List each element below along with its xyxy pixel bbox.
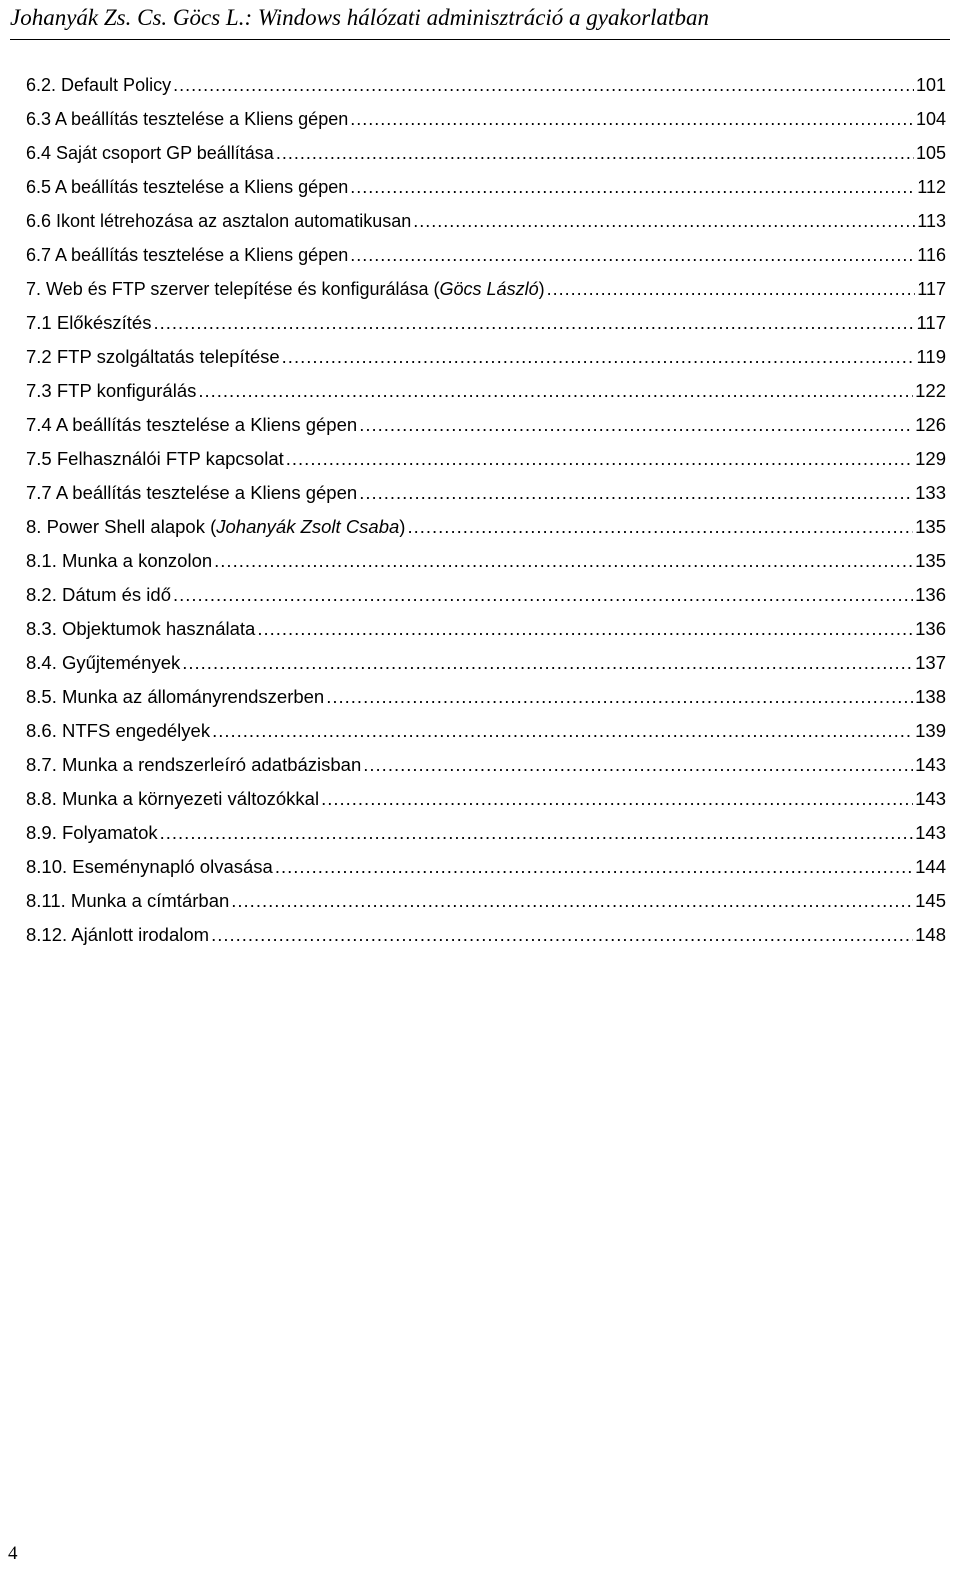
toc-entry-title-text: 7.4 A beállítás tesztelése a Kliens gépen [26,414,358,435]
toc-entry-title [26,476,357,510]
toc-entry-title-text: 8.4. Gyűjtemények [26,652,181,673]
toc-entry-page: 148 [915,924,946,945]
toc-entry[interactable] [26,510,946,544]
toc-entry-title [26,850,273,884]
toc-entry-title [26,340,280,374]
toc-entry[interactable] [26,714,946,748]
toc-entry-page: 139 [915,720,946,741]
toc-entry[interactable] [26,272,946,306]
toc-entry-title-text: 8.11. Munka a címtárban [26,890,230,911]
toc-entry-title-text: 7.2 FTP szolgáltatás telepítése [26,346,280,367]
toc-entry-title [26,510,405,544]
toc-entry[interactable] [26,68,946,102]
dot-leader [211,918,913,952]
toc-entry-page: 117 [916,312,946,333]
toc-entry[interactable] [26,442,946,476]
toc-entry-title [26,408,357,442]
running-header: Johanyák Zs. Cs. Göcs L.: Windows hálózati adminisztráció a gyakorlatban [10,5,709,30]
toc-entry-title-text: 7.5 Felhasználói FTP kapcsolat [26,448,284,469]
toc-entry-page: 135 [915,516,946,537]
toc-entry-title [26,136,274,170]
toc-entry-title-text: 7. Web és FTP szerver telepítése és konfigurálása ( [26,279,440,299]
toc-entry-title [26,442,284,476]
toc-entry-title-text: 8.10. Eseménynapló olvasása [26,856,273,877]
toc-entry-title-text: 7.3 FTP konfigurálás [26,380,197,401]
toc-entry-page: 135 [915,550,946,571]
dot-leader [214,544,913,578]
toc-entry-title-text: 8.5. Munka az állományrendszerben [26,686,325,707]
toc-entry[interactable] [26,170,946,204]
dot-leader [160,816,914,850]
toc-entry-page: 122 [915,380,946,401]
toc-entry[interactable] [26,102,946,136]
toc-entry[interactable] [26,612,946,646]
toc-entry[interactable] [26,306,946,340]
dot-leader [286,442,913,476]
toc-entry-title-text: 8.8. Munka a környezeti változókkal [26,788,320,809]
toc-entry[interactable] [26,850,946,884]
toc-entry-title [26,374,196,408]
dot-leader [326,680,913,714]
toc-entry-page: 105 [915,143,946,163]
toc-entry-title [26,68,171,102]
toc-entry-title-text: 8.1. Munka a konzolon [26,550,213,571]
toc-entry[interactable] [26,646,946,680]
toc-entry-page: 143 [915,822,946,843]
toc-entry-author: Johanyák Zsolt Csaba [216,516,400,537]
toc-entry[interactable] [26,476,946,510]
toc-entry-title-text: 6.5 A beállítás tesztelése a Kliens gépen [26,177,349,197]
toc-entry-title [26,238,348,272]
toc-entry-page: 113 [917,211,946,231]
toc-entry-title-text: 6.7 A beállítás tesztelése a Kliens gépen [26,245,349,265]
toc-entry-title [26,748,361,782]
toc-entry-title [26,680,324,714]
toc-entry-title [26,306,151,340]
toc-entry[interactable] [26,884,946,918]
toc-entry-page: 138 [915,686,946,707]
toc-entry-page: 101 [915,75,946,95]
toc-entry-author: Göcs László [439,279,539,299]
toc-entry-title [26,272,545,306]
toc-entry-title-text: 8.7. Munka a rendszerleíró adatbázisban [26,754,362,775]
toc-entry-title-text: 6.2. Default Policy [26,75,172,95]
dot-leader [212,714,913,748]
dot-leader [276,136,914,170]
dot-leader [257,612,913,646]
toc-entry[interactable] [26,204,946,238]
dot-leader [407,510,913,544]
toc-entry[interactable] [26,374,946,408]
toc-entry[interactable] [26,918,946,952]
toc-entry-title [26,170,348,204]
toc-entry-title [26,544,212,578]
dot-leader [275,850,913,884]
toc-entry-title [26,646,180,680]
toc-entry-title-text: 8.9. Folyamatok [26,822,158,843]
dot-leader [350,102,914,136]
toc-entry[interactable] [26,238,946,272]
toc-entry[interactable] [26,748,946,782]
dot-leader [359,476,913,510]
toc-entry[interactable] [26,544,946,578]
table-of-contents [26,68,946,952]
toc-entry-page: 145 [915,890,946,911]
toc-entry[interactable] [26,816,946,850]
toc-entry[interactable] [26,578,946,612]
dot-leader [153,306,914,340]
toc-entry-title-text: 8.3. Objektumok használata [26,618,256,639]
toc-entry-page: 112 [917,177,946,197]
dot-leader [173,68,914,102]
toc-entry-title-text: 7.7 A beállítás tesztelése a Kliens gépen [26,482,358,503]
toc-entry-page: 104 [915,109,946,129]
toc-entry-title-text: 8.12. Ajánlott irodalom [26,924,210,945]
toc-entry[interactable] [26,680,946,714]
toc-entry-title [26,578,171,612]
dot-leader [413,204,915,238]
dot-leader [350,170,915,204]
dot-leader [173,578,913,612]
toc-entry-title-text: 7.1 Előkészítés [26,312,152,333]
toc-entry-title-suffix: ) [399,516,406,537]
toc-entry-title [26,782,319,816]
toc-entry-page: 137 [915,652,946,673]
toc-entry-title [26,884,229,918]
toc-entry-title-text: 8. Power Shell alapok ( [26,516,217,537]
toc-entry-page: 136 [915,618,946,639]
page-number: 4 [8,1543,18,1564]
dot-leader [359,408,913,442]
toc-entry-title-text: 8.6. NTFS engedélyek [26,720,211,741]
header-rule [10,39,950,40]
toc-entry-page: 129 [915,448,946,469]
toc-entry[interactable] [26,136,946,170]
toc-entry[interactable] [26,408,946,442]
toc-entry-title [26,918,209,952]
toc-entry-page: 136 [915,584,946,605]
toc-entry-title [26,204,411,238]
dot-leader [182,646,913,680]
toc-entry-page: 133 [915,482,946,503]
toc-entry-title [26,816,158,850]
toc-entry-title [26,612,255,646]
toc-entry-title-text: 6.4 Saját csoport GP beállítása [26,143,274,163]
dot-leader [363,748,913,782]
toc-entry-page: 116 [917,245,946,265]
toc-entry-title [26,714,210,748]
toc-entry-page: 126 [915,414,946,435]
toc-entry-title-suffix: ) [538,279,545,299]
dot-leader [321,782,913,816]
dot-leader [547,272,916,306]
toc-entry-title-text: 6.6 Ikont létrehozása az asztalon automatikusan [26,211,412,231]
toc-entry-page: 119 [916,346,946,367]
toc-entry-title-text: 8.2. Dátum és idő [26,584,171,605]
toc-entry-page: 143 [915,754,946,775]
dot-leader [282,340,915,374]
toc-entry-page: 144 [915,856,946,877]
dot-leader [350,238,915,272]
toc-entry[interactable] [26,782,946,816]
dot-leader [198,374,913,408]
toc-entry-page: 143 [915,788,946,809]
toc-entry-title-text: 6.3 A beállítás tesztelése a Kliens gépen [26,109,349,129]
toc-entry-page: 117 [917,279,946,299]
toc-entry-title [26,102,348,136]
dot-leader [231,884,913,918]
toc-entry[interactable] [26,340,946,374]
